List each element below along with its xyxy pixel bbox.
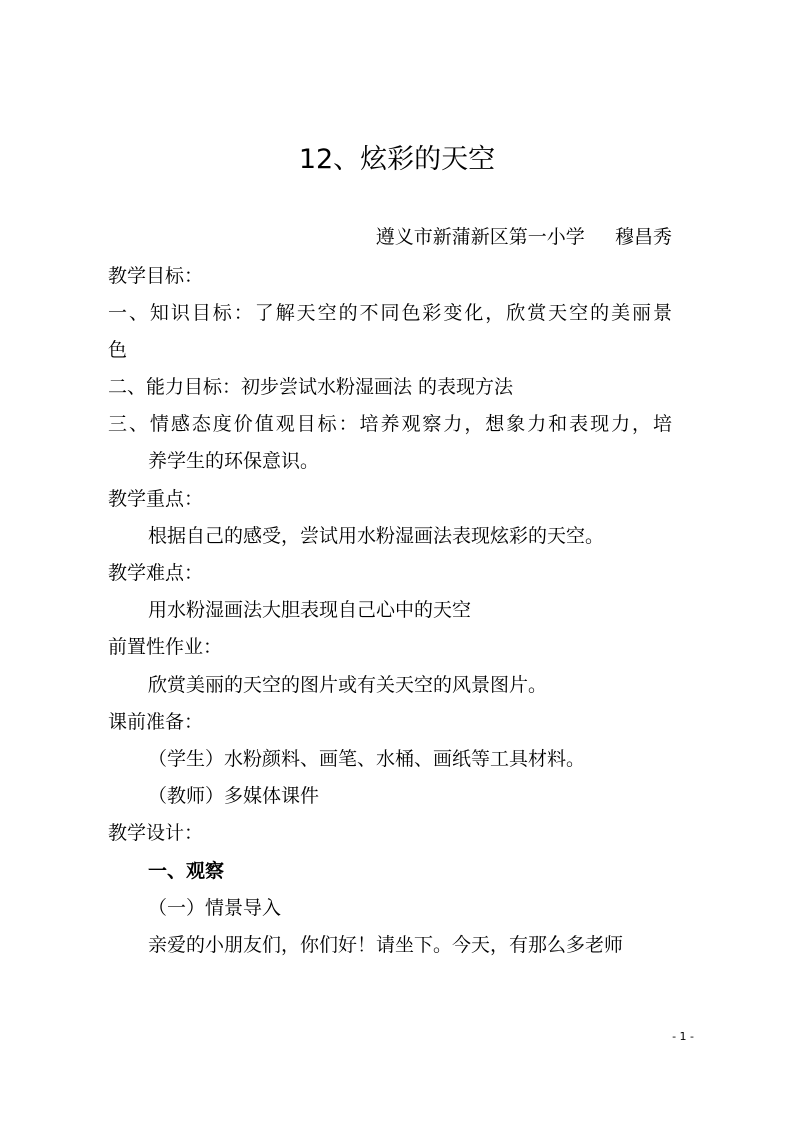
heading-key-points: 教学重点： (108, 488, 204, 510)
heading-difficulties: 教学难点： (108, 562, 204, 584)
paragraph-ability-goal: 二、能力目标：初步尝试水粉湿画法 的表现方法 (108, 376, 514, 398)
paragraph-difficulties: 用水粉湿画法大胆表现自己心中的天空 (148, 599, 472, 621)
heading-pre-homework: 前置性作业： (108, 636, 223, 658)
paragraph-emotion-goal: 三、情感态度价值观目标：培养观察力，想象力和表现力，培 (108, 413, 672, 435)
heading-teaching-design: 教学设计： (108, 822, 204, 844)
subsection-scene-intro: （一）情景导入 (148, 897, 282, 919)
page-number: - 1 - (672, 1030, 694, 1043)
paragraph-key-points: 根据自己的感受，尝试用水粉湿画法表现炫彩的天空。 (148, 525, 605, 547)
document-title: 12、炫彩的天空 (298, 144, 496, 175)
paragraph-preparation-teacher: （教师）多媒体课件 (148, 785, 320, 807)
paragraph-emotion-goal-cont: 养学生的环保意识。 (148, 450, 320, 472)
paragraph-knowledge-goal-cont: 色 (108, 339, 128, 361)
author-line: 遵义市新蒲新区第一小学 穆昌秀 (375, 226, 672, 248)
section-observe: 一、观察 (148, 860, 225, 882)
paragraph-preparation-students: （学生）水粉颜料、画笔、水桶、画纸等工具材料。 (148, 748, 586, 770)
paragraph-greeting: 亲爱的小朋友们，你们好！请坐下。今天，有那么多老师 (148, 934, 624, 956)
heading-teaching-goals: 教学目标： (108, 265, 204, 287)
heading-preparation: 课前准备： (108, 711, 204, 733)
paragraph-pre-homework: 欣赏美丽的天空的图片或有关天空的风景图片。 (148, 674, 548, 696)
paragraph-knowledge-goal: 一、知识目标：了解天空的不同色彩变化，欣赏天空的美丽景 (108, 302, 672, 324)
